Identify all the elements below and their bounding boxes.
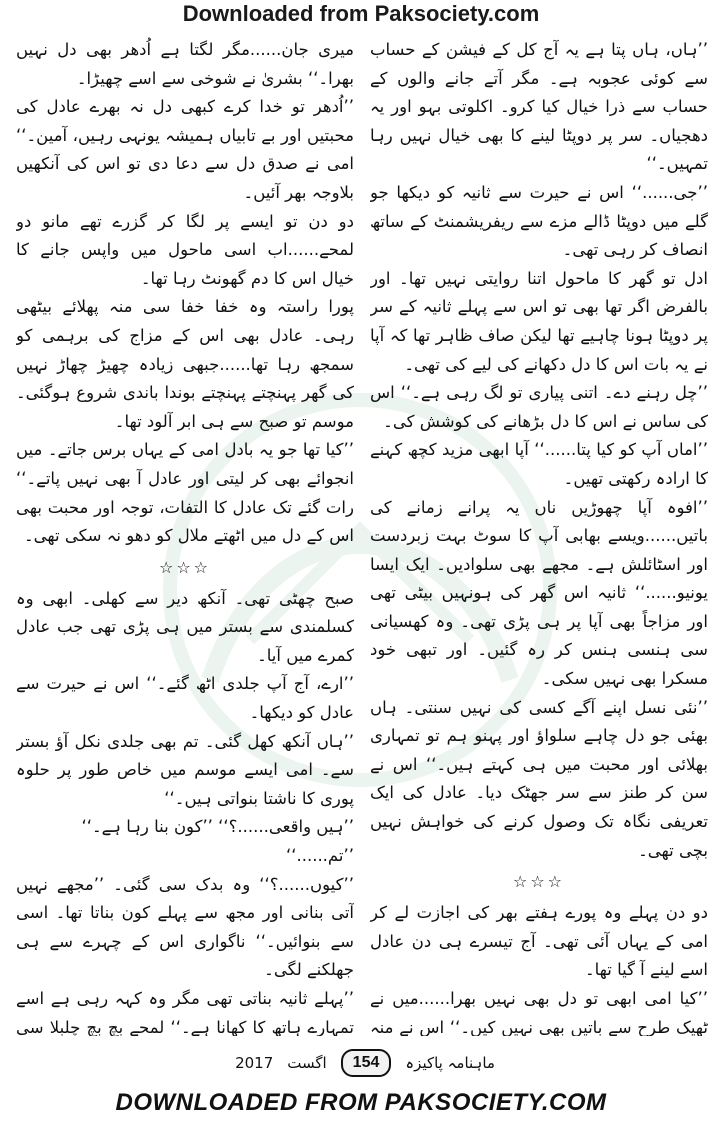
issue-month: اگست bbox=[287, 1054, 327, 1072]
bottom-download-banner: DOWNLOADED FROM PAKSOCIETY.COM bbox=[115, 1089, 607, 1116]
left-column bbox=[16, 36, 354, 1036]
right-paragraph-3: ادل تو گھر کا ماحول اتنا روایتی نہیں تھا۔ اور بالفرض اگر تھا بھی تو اس سے پہلے ثانیہ کے سر پر دوپٹا ہونا چاہیے تھا لیکن صاف ظاہر تھا کہ آپا نے یہ بات اس کا دل دکھانے کی لیے کی تھی۔ bbox=[370, 268, 708, 374]
left-paragraph-12: ’’پہلے ثانیہ بناتی تھی مگر وہ کہہ رہی ہے اسے تمہارے ہاتھ کا کھانا ہے۔‘‘ لمحے بچ بچ چلبلا سی bbox=[16, 989, 354, 1036]
right-paragraph-2: ’’جی......‘‘ اس نے حیرت سے ثانیہ کو دیکھا جو گلے میں دوپٹا ڈالے مزے سے ریفریشمنٹ کے ساتھ انصاف کر رہی تھی۔ bbox=[370, 182, 708, 260]
right-paragraph-4: ’’چل رہنے دے۔ اتنی پیاری تو لگ رہی ہے۔‘‘ اس کی ساس نے اس کا دل بڑھانے کی کوشش کی۔ bbox=[370, 383, 708, 431]
right-paragraph-6: ’’افوہ آپا چھوڑیں ناں یہ پرانے زمانے کی باتیں......ویسے بھابی آپ کا سوٹ بہت زبردست اور اسٹائلش ہے۔ مجھے بھی سلوادیں۔ ایک ایسا یونیو......‘‘ ثانیہ اس گھر کی ہونہیں بیٹی تھی اور مزاجاً بھی آپا پر ہی پڑی تھی۔ وہ کھسیانی سی ہنسی ہنس کر رہ گئیں۔ اور تبھی خود مسکرا بھی نہیں سکی۔ bbox=[370, 497, 708, 689]
top-download-banner: Downloaded from Paksociety.com bbox=[182, 1, 540, 26]
right-paragraph-1: ’’ہاں، ہاں پتا ہے یہ آج کل کے فیشن کے حساب سے کوئی عجوبہ ہے۔ مگر آتے جانے والوں کے حساب سے ذرا خیال کیا کرو۔ اکلوتی بہو اور یہ دھجیاں۔ سر پر دوپٹا لینے کا بھی خیال نہیں رہا تمہیں۔‘‘ bbox=[370, 40, 708, 174]
page-footer bbox=[150, 1049, 580, 1077]
left-paragraph-9: ’’ہیں واقعی......؟‘‘ ’’کون بنا رہا ہے۔‘‘ bbox=[81, 817, 354, 837]
left-paragraph-3: دو دن تو ایسے پر لگا کر گزرے تھے مانو دو لمحے......اب اسی ماحول میں واپس جانے کا خیال اس کا دم گھونٹ رہا تھا۔ bbox=[16, 211, 354, 288]
left-paragraph-8: ’’ہاں آنکھ کھل گئی۔ تم بھی جلدی نکل آؤ بستر سے۔ امی ایسے موسم میں خاص طور پر حلوہ پوری کا ناشتا بنواتی ہیں۔‘‘ bbox=[16, 731, 354, 808]
left-paragraph-10: ’’تم......‘‘ bbox=[285, 846, 354, 866]
left-paragraph-7: ’’ارے، آج آپ جلدی اٹھ گئے۔‘‘ اس نے حیرت سے عادل کو دیکھا۔ bbox=[16, 674, 354, 723]
left-paragraph-5: ’’کیا تھا جو یہ بادل امی کے یہاں برس جاتے۔ میں انجوائے بھی کر لیتی اور عادل آ بھی نہیں پاتے۔‘‘ رات گئے تک عادل کا التفات، توجہ اور محبت بھی اس کے دل میں اٹھتے ملال کو دھو نہ سکی تھی۔ bbox=[16, 440, 354, 546]
left-paragraph-2: ’’اُدھر تو خدا کرے کبھی دل نہ بھرے عادل کی محبتیں اور بے تابیاں ہمیشہ یونہی رہیں، آمین۔‘‘ امی نے صدق دل سے دعا دی تو اس کی آنکھیں بلاوجہ بھر آئیں۔ bbox=[16, 97, 354, 202]
left-paragraph-6: صبح چھٹی تھی۔ آنکھ دیر سے کھلی۔ ابھی وہ کسلمندی سے بستر میں ہی پڑی تھی جب عادل کمرے میں آیا۔ bbox=[16, 588, 354, 665]
section-separator-stars: ☆☆☆ bbox=[512, 872, 566, 892]
left-paragraph-1: میری جان......مگر لگتا ہے اُدھر بھی دل نہیں بھرا۔‘‘ بشریٰ نے شوخی سے اسے چھیڑا۔ bbox=[16, 40, 354, 88]
section-separator-stars: ☆☆☆ bbox=[158, 557, 212, 577]
right-paragraph-9: ’’کیا امی ابھی تو دل بھی نہیں بھرا......میں نے ٹھیک طرح سے باتیں بھی نہیں کیں۔‘‘ اس نے منہ bbox=[370, 989, 708, 1036]
right-paragraph-8: دو دن پہلے وہ پورے ہفتے بھر کی اجازت لے کر امی کے یہاں آئی تھی۔ آج تیسرے ہی دن عادل اسے لینے آ گیا تھا۔ bbox=[370, 903, 708, 980]
right-paragraph-5: ’’اماں آپ کو کیا پتا......‘‘ آپا ابھی مزید کچھ کہنے کا ارادہ رکھتی تھیں۔ bbox=[370, 440, 708, 488]
left-paragraph-4: پورا راستہ وہ خفا خفا سی منہ پھلائے بیٹھی رہی۔ عادل بھی اس کے مزاج کی برہمی کو سمجھ رہا تھا......جبھی زیادہ چھیڑ چھاڑ نہیں کی گھر پہنچتے پہنچتے بوندا باندی شروع ہوگئی۔ موسم تو صبح سے ہی ابر آلود تھا۔ bbox=[16, 297, 354, 431]
magazine-name: ماہنامہ پاکیزہ bbox=[405, 1054, 495, 1072]
issue-year: 2017 bbox=[235, 1054, 274, 1072]
left-paragraph-11: ’’کیوں......؟‘‘ وہ بدک سی گئی۔ ’’مجھے نہیں آتی بنانی اور مجھ سے پہلے کون بناتا تھا۔ اسی سے بنوائیں۔‘‘ ناگواری اس کے چہرے سے ہی جھلکنے لگی۔ bbox=[16, 874, 354, 980]
right-column bbox=[370, 36, 708, 1036]
page-number-badge: 154 bbox=[341, 1049, 392, 1077]
right-paragraph-7: ’’نئی نسل اپنے آگے کسی کی نہیں سنتی۔ ہاں بھئی جو دل چاہے سلواؤ اور پہنو ہم تو تمہاری بھلائی اور محبت میں ہی کہتے ہیں۔‘‘ اس نے سن کر طنز سے سر جھٹک دیا۔ عادل کی ایک تعریفی نگاہ تک وصول کرنے کی خواہش نہیں بچی تھی۔ bbox=[370, 697, 708, 860]
